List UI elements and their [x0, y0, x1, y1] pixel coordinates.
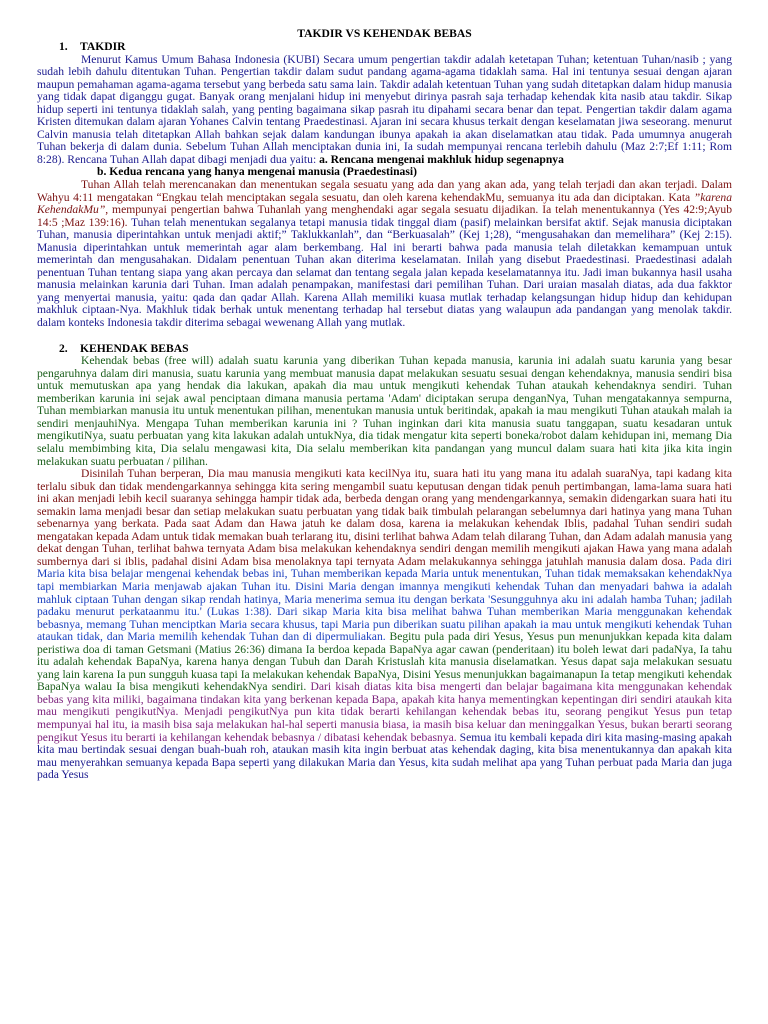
- italic-quote: ”karena KehendakMu”: [37, 190, 732, 217]
- paragraph-free-will-examples: [37, 468, 732, 782]
- document-title: TAKDIR VS KEHENDAK BEBAS: [297, 27, 472, 40]
- paragraph-text: Disinilah Tuhan berperan, Dia mau manusia mengikuti kata kecilNya itu, suara hati itu yang mana itu adalah suaraNya, tapi kadang kita terlalu sibuk dan tidak mendengarkannya sehingga kita sering mengambil suatu keputusan dengan tidak penuh pertimbangan, lama-lama suara hati ini akan menjadi lebih kecil suaranya sehingga hampir tidak ada, berbeda dengan orang yang mendengarkannya, semakin didengarkan suara hati itu semakin lama menjadi besar dan setiap melakukan suatu perbuatan yang tidak baik timbulah pelarangan sebelumnya dari hatinya yang mana Tuhan sebenarnya yang berkata. Pada saat Adam dan Hawa jatuh ke dalam dosa, karena ia melakukan kehendak Iblis, padahal Tuhan sendiri sudah mengatakan kepada Adam untuk tidak memakan buah terlarang itu, disini terlihat bahwa Adam telah dilarang Tuhan, dan Adam adalah manusia yang dekat dengan Tuhan, terlihat bahwa ternyata Adam bisa melakukan kehendaknya sendiri dengan memilih mengikuti ajakan Hawa yang mana adalah sumbernya dari si iblis, padahal disini Adam bisa menolaknya tapi ternyata Adam melakukannya sehingga jatuhlah manusia dalam dosa.: [37, 467, 732, 568]
- section-number: 2.: [59, 341, 68, 355]
- paragraph-text: Tuhan Allah telah merencanakan dan menentukan segala sesuatu yang ada dan yang akan ada, yang telah terjadi dan akan terjadi. Dalam Wahyu 4:11 mengatakan “Engkau telah menciptakan segala sesuatu, dan oleh karena kehendakMu, semuanya itu ada dan diciptakan. Kata: [37, 178, 732, 204]
- paragraph-takdir-definition: [37, 54, 732, 167]
- paragraph-free-will-definition: [37, 355, 732, 468]
- paragraph-text: Dari kisah diatas kita bisa mengerti dan belajar bagaimana kita menggunakan kehendak bebas yang kita miliki, bagaimana tindakan kita yang berkenan kepada Bapa, apakah kita hanya mementingkan kepentingan diri sendiri ataukah kita mau mengikuti pengikutNya. Menjadi pengikutNya pun kita tidak berarti kehilangan kehendak bebas itu, seorang pengikut Yesus pun tetap mempunyai hal itu, ia masih bisa saja melakukan hal-hal seperti manusia biasa, ia masih bisa keluar dan meninggalkan Yesus, bukan berarti seorang pengikut Yesus itu berarti ia kehilangan kehendak bebasnya / dibatasi kehendak bebasnya.: [37, 680, 732, 744]
- paragraph-text: Kehendak bebas (free will) adalah suatu karunia yang diberikan Tuhan kepada manusia, karunia ini adalah suatu karunia yang besar pengaruhnya dalam diri manusia, suatu karunia yang membuat manusia dapat melakukan sesuatu sesuai dengan kehendaknya, manusia sendiri bisa untuk memutuskan apa yang hendak dia lakukan, apakah dia mau untuk mengikuti kehendak Tuhan ataukah kehendaknya sendiri. Tuhan memberikan karunia ini sejak awal penciptaan dimana manusia pertama 'Adam' diciptakan serupa denganNya, Tuhan mengatakannya sempurna, Tuhan membiarkan manusia itu untuk menentukan pilihan, menentukan manusia untuk beritindak, apakah ia mau mengikuti Tuhan ataukah malah ia sendiri menjauhiNya. Mengapa Tuhan memberikan karunia ini ? Tuhan inginkan dari kita manusia suatu tanggapan, suatu kesadaran untuk mengikutiNya, suatu perbuatan yang kita lakukan adalah untukNya, dia tidak mengatur kita seperti boneka/robot dalam kehidupan ini, memang Dia selalu membimbing kita, Dia selalu mengawasi kita, Dia selalu memberikan kita pandangan yang muncul dalam suara hati kita jika kita ingin melakukan suatu perbuatan / pilihan.: [37, 354, 732, 468]
- plan-point-a: a. Rencana mengenai makhluk hidup segenapnya: [319, 152, 564, 166]
- paragraph-text: Begitu pula pada diri Yesus, Yesus pun menunjukkan kepada kita dalam peristiwa doa di taman Getsmani (Matius 26:36) dimana Ia berdoa kepada BapaNya agar cawan (penderitaan) itu boleh lewat dari padaNya, Ia tahu itu adalah kehendak BapaNya, karena hanya dengan Tubuh dan Darah Kristuslah kita manusia diselamatkan. Yesus dapat saja melakukan sesuatu yang lain karena Ia pun sungguh kuasa tapi Ia melakukan kehendak BapaNya, Disini Yesus menunjukkan bagaimanapun Ia tetap mengikuti kehendak BapaNya walau Ia bisa mengikuti kehendakNya sendiri.: [37, 630, 732, 694]
- paragraph-text: Semua itu kembali kepada diri kita masing-masing apakah kita mau bertindak sesuai dengan buah-buah roh, ataukan masih kita ingin berbuat atas kehendak daging, kita bisa menentukannya dan apakah kita mau menyerahkan semuanya kepada Bapa seperti yang dilakukan Maria dan Yesus, kita sudah melihat apa yang Tuhan perbuat pada Maria dan juga pada Yesus: [37, 730, 732, 782]
- paragraph-text: Menurut Kamus Umum Bahasa Indonesia (KUBI) Secara umum pengertian takdir adalah ketetapan Tuhan; ketentuan Tuhan/nasib ; yang sudah lebih dahulu ditentukan Tuhan. Pengertian takdir dalam sudut pandang agama-agama tidaklah sama. Hal ini tentunya sesuai dengan ajaran maupun pemahaman agama-agama tersebut yang berbeda satu sama lain. Takdir adalah ketentuan Tuhan yang sudah ditetapkan dalam hidup manusia yang tidak dapat diganggu gugat. Banyak orang menjalani hidup ini menyebut dirinya pasrah saja terhadap kehendak kita nasib atau takdir. Sikap hidup seperti ini tentunya tidaklah salah, yang penting bagaimana sikap pasrah itu dipahami secara benar dan tepat. Pengertian takdir dalam agama Kristen ditemukan dalam ajaran Yohanes Calvin tentang Praedestinasi. Ajaran ini secara khusus terkait dengan keselamatan jiwa seseorang. menurut Calvin manusia telah ditetapkan Allah bahkan sejak dalam kandungan ibunya apakah ia akan diselamatkan atau tidak. Pada umumnya anugerah Tuhan bekerja di dalam dunia. Sebelum Tuhan Allah menciptakan dunia ini, Ia sudah mempunyai rencana terlebih dahulu (Maz 2:7;Ef 1:11; Rom 8:28). Rencana Tuhan Allah dapat dibagi menjadi dua yaitu:: [37, 52, 732, 166]
- section-title: TAKDIR: [80, 40, 126, 53]
- paragraph-takdir-plan: [37, 179, 732, 330]
- paragraph-text: Pada diri Maria kita bisa belajar mengenai kehendak bebas ini, Tuhan memberikan kepada Maria untuk menentukan, Tuhan tidak memaksakan kehendakNya tapi membiarkan Maria menjawab ajakan Tuhan itu. Disini Maria dengan imannya mengikuti kehendak Tuhan dan menyadari bahwa ia adalah mahluk ciptaan Tuhan dengan sikap rendah hatinya, Maria menerima semua itu dengan berkata 'Sesungguhnya aku ini adalah hamba Tuhan; jadilah padaku menurut perkataanmu itu.' (Lukas 1:38). Dari sikap Maria kita bisa melihat bahwa Tuhan memberikan Maria menggunakan kehendak bebasnya, memang Tuhan menciptkan Maria secara khusus, tapi Maria pun diberikan suatu pilihan apakah ia mau untuk mengikuti kehendak Tuhan ataukan tidak, dan Maria memilih kehendak Tuhan dan di dipermuliakan.: [37, 554, 732, 644]
- section-number: 1.: [59, 40, 68, 53]
- paragraph-text: , mempunyai pengertian bahwa Tuhanlah yang menghendaki agar segala sesuatu dijadikan. Ia telah menentukannya (Yes 42:9;Ayub 14:5 ;Maz 139:16).: [37, 203, 732, 229]
- plan-point-b: b. Kedua rencana yang hanya mengenai manusia (Praedestinasi): [97, 165, 417, 179]
- section-title: KEHENDAK BEBAS: [80, 341, 189, 355]
- paragraph-text: Tuhan telah menentukan segalanya tetapi manusia tidak tinggal diam (pasif) melainkan bersifat aktif. Sejak manusia diciptakan Tuhan, manusia diperintahkan untuk menjadi aktif;” Taklukkanlah”, dan “Berkuasalah” (Kej 1;28), “mengusahakan dan memelihara” (Kej 2:15). Manusia diperintahkan untuk memerintah agar alam berkembang. Hal ini berarti bahwa pada manusia telah diletakkan kemampuan untuk memerintah dan mengusahakan. Didalam penentuan Tuhan akan diterima keselamatan. Inilah yang disebut Praedestinasi. Praedestinasi adalah penentuan Tuhan tentang siapa yang akan percaya dan selamat dan tentang segala jalan kepada keselamatannya itu. Jadi iman bukannya hasil usaha manusia melainkan karunia dari Tuhan. Iman adalah penampakan, manifestasi dari pemilihan Tuhan. Dari uraian masalah diatas, ada dua fakktor yang menyertai manusia, yaitu: qada dan qadar Allah. Karena Allah memiliki kuasa mutlak terhadap kelangsungan hidup hidup dan kehidupan makhluk ciptaan-Nya. Makhluk tidak berhak untuk menentang terhadap hal tersebut diatas yang walaupun ada pandangan yang menolak takdir. dalam konteks Indonesia takdir diterima sebagai wewenang Allah yang mutlak.: [37, 215, 732, 330]
